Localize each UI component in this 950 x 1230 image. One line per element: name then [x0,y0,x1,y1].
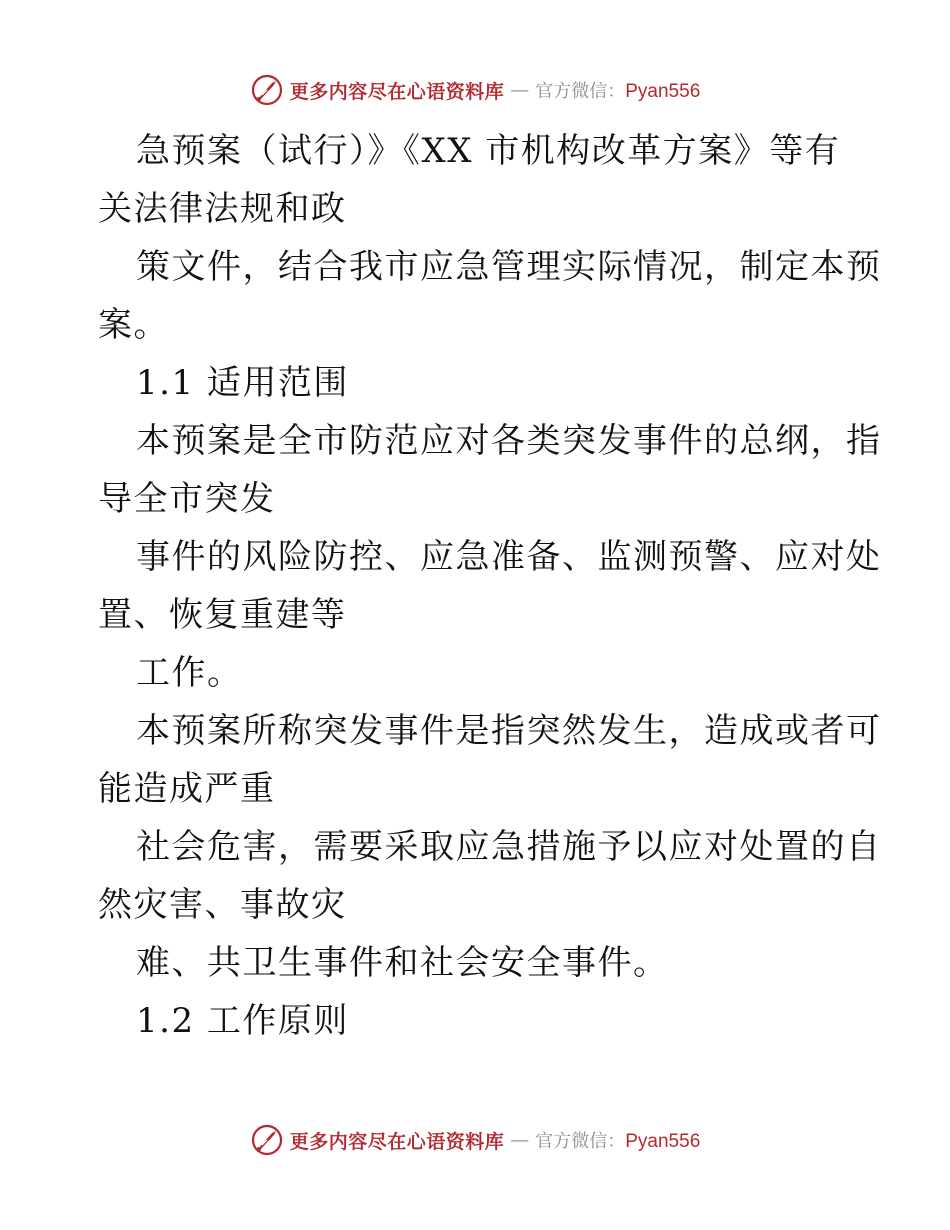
text-line: 本预案所称突发事件是指突然发生，造成或者可 [136,711,882,751]
banner-contact-id: Pyan556 [625,81,701,102]
header-banner [0,70,950,110]
text-line: 1.1 适用范围 [136,363,349,403]
quill-pen-logo-icon [250,73,284,107]
text-line: 置、恢复重建等 [98,595,347,635]
text-line: 关法律法规和政 [98,189,347,229]
banner-dash: — [510,1129,530,1151]
banner-contact-label: 官方微信： [535,81,626,102]
text-line: 社会危害，需要采取应急措施予以应对处置的自 [136,827,882,867]
text-line: 工作。 [136,653,243,693]
text-line: 本预案是全市防范应对各类突发事件的总纲，指 [136,421,882,461]
text-line: 事件的风险防控、应急准备、监测预警、应对处 [136,537,882,577]
text-line: 能造成严重 [98,769,276,809]
quill-pen-logo-icon [250,1123,284,1157]
text-line: 然灾害、事故灾 [98,885,347,925]
banner-title: 更多内容尽在心语资料库 [289,80,505,103]
text-line: 难、共卫生事件和社会安全事件。 [136,943,669,983]
document-body [98,122,882,1050]
text-line: 策文件，结合我市应急管理实际情况，制定本预 [136,247,882,287]
banner-title: 更多内容尽在心语资料库 [289,1130,505,1153]
banner-contact-id: Pyan556 [625,1131,701,1152]
banner-contact [535,1127,700,1153]
footer-banner [0,1120,950,1160]
text-line: 1.2 工作原则 [136,1001,349,1041]
text-line: 急预案（试行）》《XX 市机构改革方案》等有 [136,131,841,171]
banner-contact [535,77,700,103]
banner-contact-label: 官方微信： [535,1131,626,1152]
text-line: 案。 [98,305,169,345]
banner-dash: — [510,79,530,101]
text-line: 导全市突发 [98,479,276,519]
